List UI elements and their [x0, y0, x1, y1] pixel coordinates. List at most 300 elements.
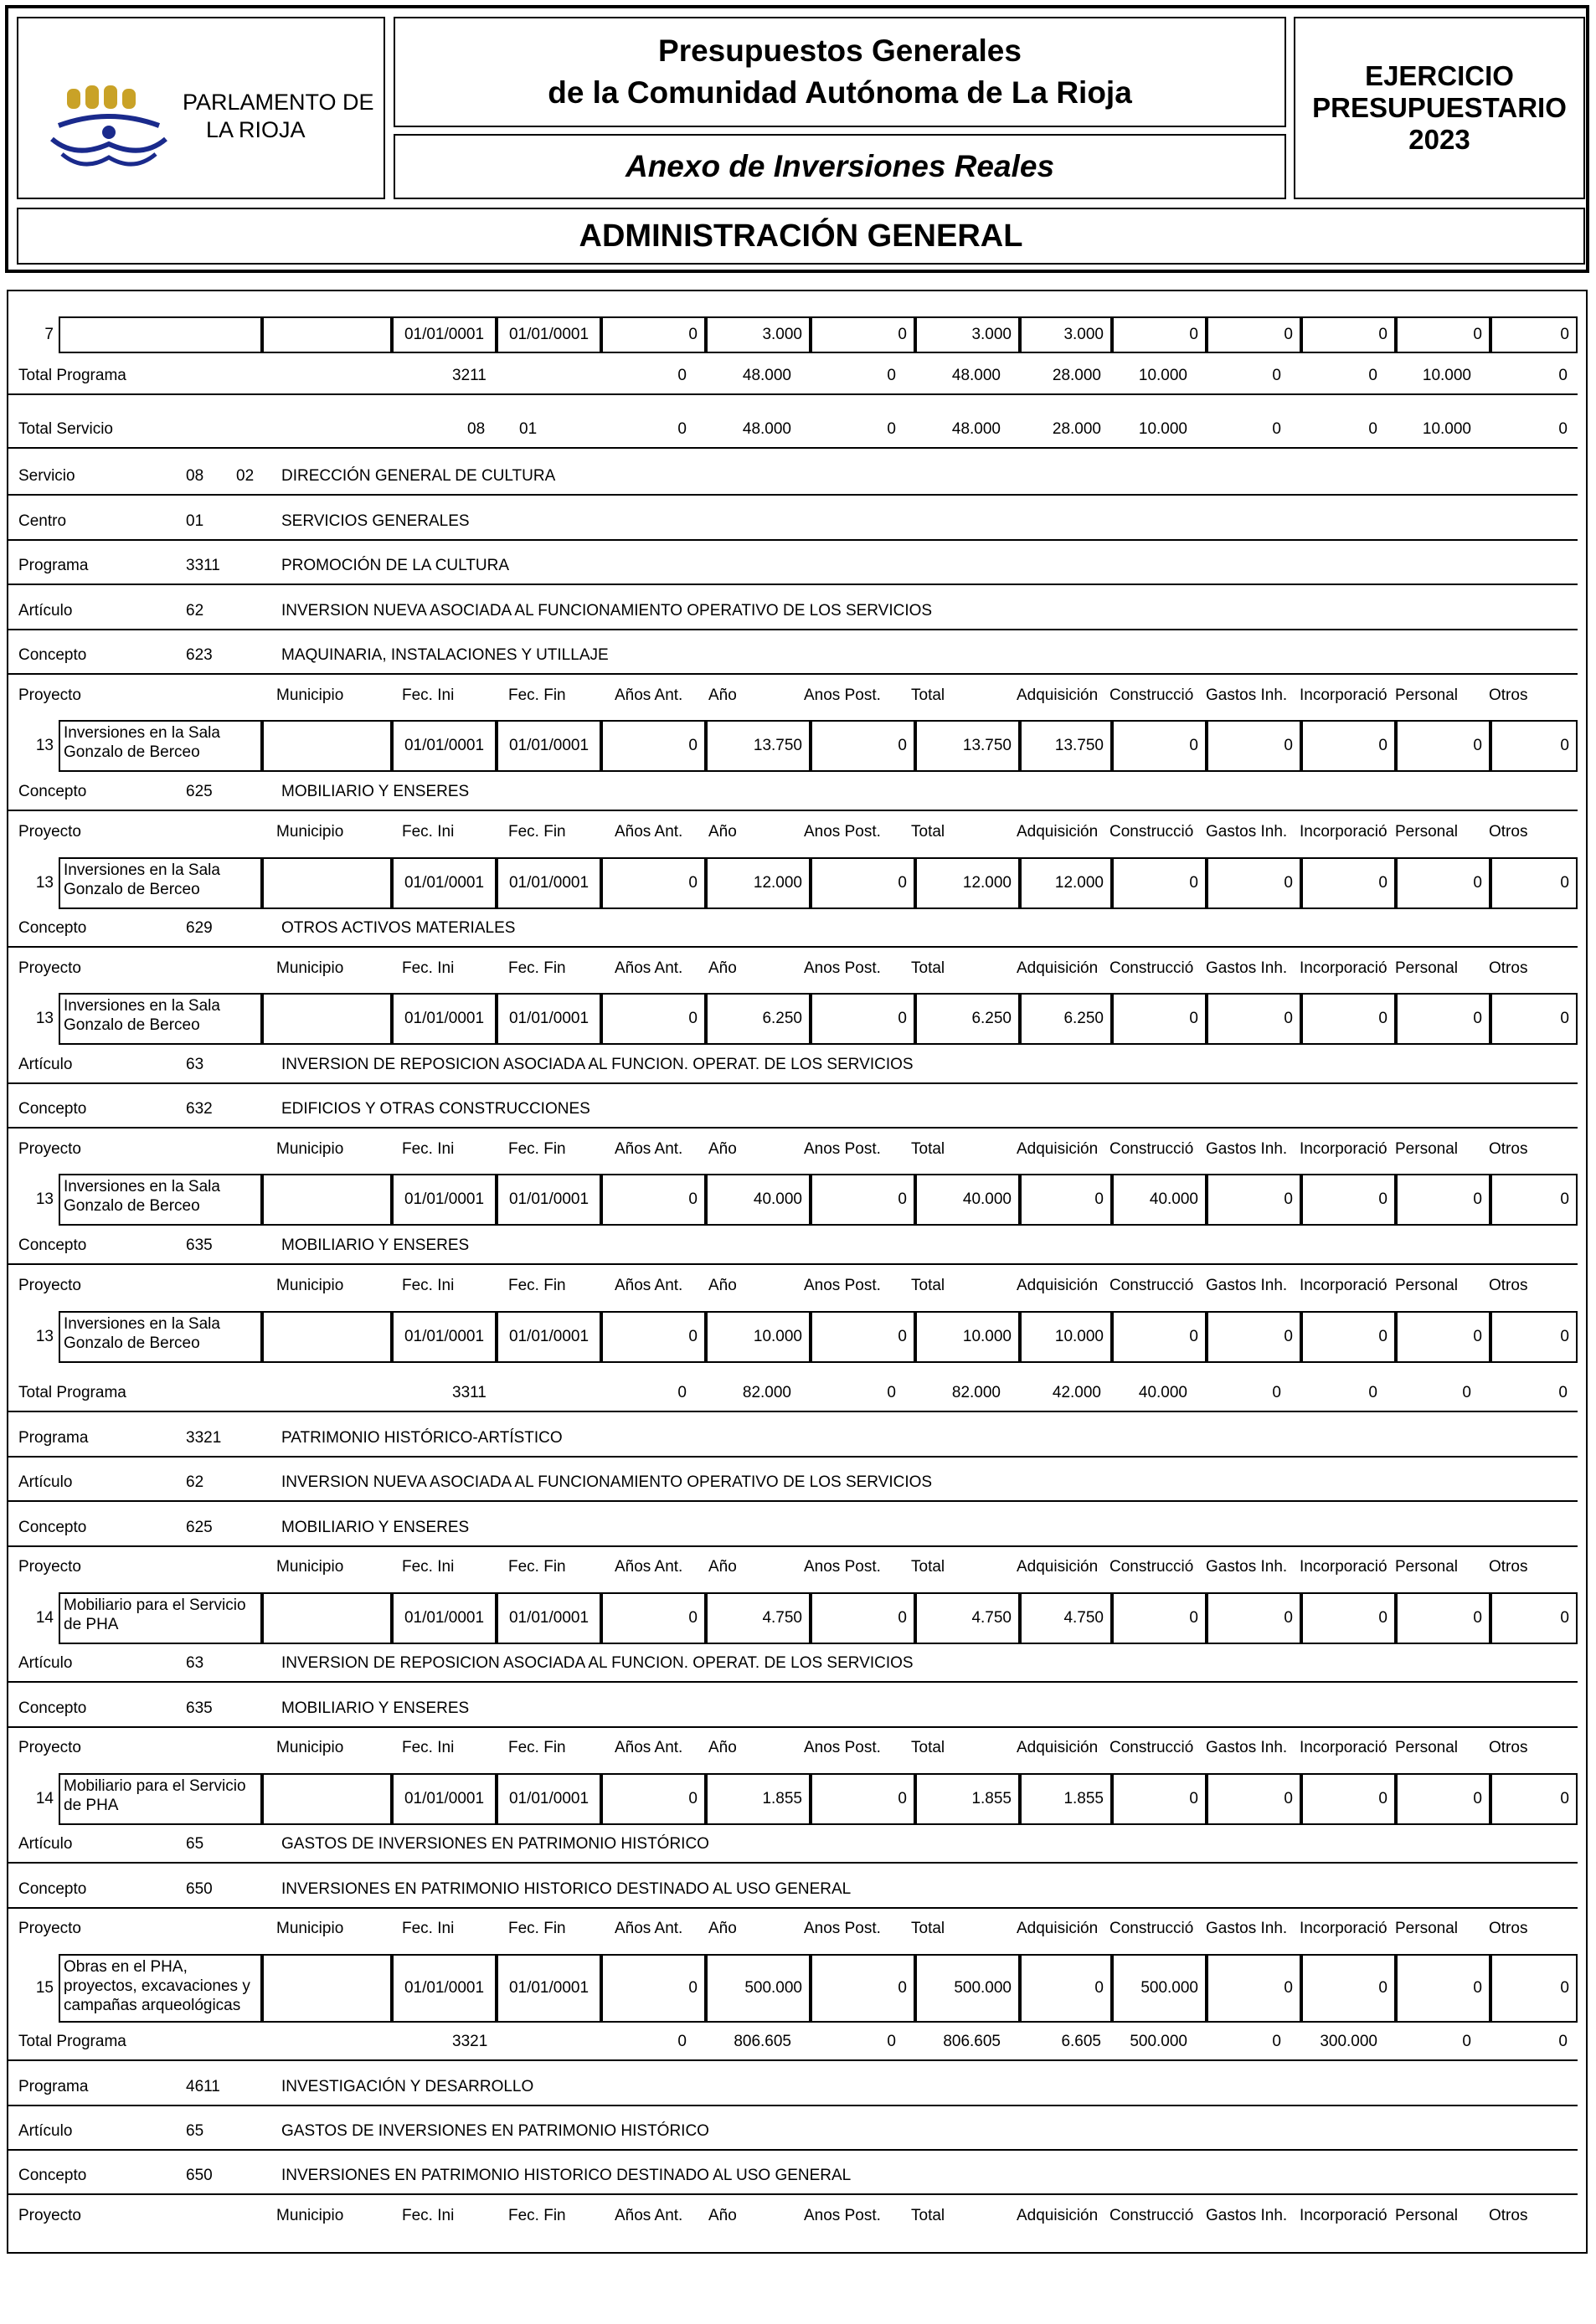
project-description-cell [59, 1954, 262, 2023]
date-fin-cell [497, 1592, 601, 1644]
value-cell-5 [1112, 857, 1207, 909]
column-header-4: Años Ant. [615, 1558, 683, 1576]
date-ini: 01/01/0001 [404, 1190, 485, 1208]
column-header-1: Municipio [276, 823, 344, 841]
column-header-0: Proyecto [18, 1558, 81, 1576]
total-row [8, 414, 1578, 439]
column-header-8: Adquisición [1017, 2207, 1099, 2224]
value-cell-3 [915, 993, 1020, 1045]
undefined [8, 913, 1578, 938]
value-cell-0 [601, 1773, 706, 1825]
total-value-0: 0 [677, 1384, 687, 1401]
column-header-6: Anos Post. [804, 1140, 881, 1158]
column-header-10: Gastos Inh. [1206, 1558, 1288, 1576]
parliament-logo-box [17, 17, 385, 199]
column-header-8: Adquisición [1017, 1558, 1099, 1576]
date-ini-cell [392, 720, 497, 772]
column-header-10: Gastos Inh. [1206, 686, 1288, 704]
description-line: campañas arqueológicas [64, 1997, 241, 2014]
value-2: 0 [898, 1010, 907, 1027]
row-code: 4611 [186, 2078, 220, 2095]
total-value-2: 0 [887, 367, 896, 384]
value-cell-1 [706, 1773, 811, 1825]
value-2: 0 [898, 1190, 907, 1208]
column-header-1: Municipio [276, 686, 344, 704]
column-header-7: Total [911, 686, 945, 704]
value-7: 0 [1378, 326, 1387, 343]
column-header-2: Fec. Ini [402, 1140, 455, 1158]
value-7: 0 [1378, 1790, 1387, 1807]
value-3: 10.000 [962, 1328, 1012, 1345]
value-cell-0 [601, 1954, 706, 2023]
column-header-0: Proyecto [18, 2207, 81, 2224]
column-header-1: Municipio [276, 1739, 344, 1756]
column-header-8: Adquisición [1017, 1920, 1099, 1937]
total-value-8: 0 [1462, 1384, 1471, 1401]
column-header-row [8, 1270, 1578, 1295]
code-2: 02 [236, 467, 255, 485]
row-divider [8, 539, 1578, 541]
value-cell-5 [1112, 1592, 1207, 1644]
column-header-2: Fec. Ini [402, 1277, 455, 1294]
column-header-9: Construcció [1109, 1277, 1194, 1294]
date-fin: 01/01/0001 [508, 874, 589, 892]
total-value-6: 0 [1272, 367, 1281, 384]
code-1: 08 [186, 467, 204, 485]
row-label: Concepto [18, 919, 87, 937]
row-description: OTROS ACTIVOS MATERIALES [281, 919, 516, 937]
column-header-8: Adquisición [1017, 1277, 1099, 1294]
column-header-1: Municipio [276, 959, 344, 977]
value-cell-8 [1396, 1311, 1490, 1363]
value-7: 0 [1378, 1328, 1387, 1345]
column-header-12: Personal [1395, 1277, 1458, 1294]
value-cell-6 [1207, 720, 1301, 772]
municipio-cell [262, 1311, 392, 1363]
value-4: 3.000 [1063, 326, 1104, 343]
project-description-cell [59, 1773, 262, 1825]
column-header-13: Otros [1489, 1277, 1528, 1294]
row-description: INVERSIONES EN PATRIMONIO HISTORICO DESTINADO AL USO GENERAL [281, 2167, 852, 2184]
description-line: Inversiones en la Sala [64, 1315, 220, 1333]
value-cell-3 [915, 1773, 1020, 1825]
project-description [64, 1957, 250, 2015]
value-cell-5 [1112, 993, 1207, 1045]
row-description: MOBILIARIO Y ENSERES [281, 1237, 470, 1254]
row-code: 650 [186, 1880, 213, 1898]
value-8: 0 [1473, 1010, 1482, 1027]
column-header-7: Total [911, 823, 945, 841]
column-header-4: Años Ant. [615, 1739, 683, 1756]
row-description: INVERSION NUEVA ASOCIADA AL FUNCIONAMIENTO OPERATIVO DE LOS SERVICIOS [281, 1473, 933, 1491]
municipio-cell [262, 1773, 392, 1825]
description-line: Inversiones en la Sala [64, 724, 220, 742]
value-0: 0 [688, 1790, 698, 1807]
value-cell-0 [601, 1174, 706, 1226]
total-value-7: 300.000 [1320, 2033, 1377, 2050]
value-cell-7 [1301, 316, 1396, 353]
column-header-6: Anos Post. [804, 2207, 881, 2224]
column-header-4: Años Ant. [615, 1920, 683, 1937]
value-3: 1.855 [971, 1790, 1012, 1807]
total-label: Total Programa [18, 1384, 126, 1401]
row-divider [8, 1263, 1578, 1265]
date-ini: 01/01/0001 [404, 737, 485, 754]
project-number: 13 [35, 1010, 54, 1027]
year-line-3: 2023 [1408, 124, 1470, 155]
description-line: Inversiones en la Sala [64, 997, 220, 1015]
value-cell-5 [1112, 1311, 1207, 1363]
column-header-12: Personal [1395, 686, 1458, 704]
column-header-4: Años Ant. [615, 959, 683, 977]
column-header-1: Municipio [276, 1558, 344, 1576]
column-header-3: Fec. Fin [508, 959, 566, 977]
value-cell-9 [1490, 857, 1578, 909]
total-value-7: 0 [1368, 1384, 1377, 1401]
date-fin: 01/01/0001 [508, 1979, 589, 1997]
value-8: 0 [1473, 326, 1482, 343]
row-label: Artículo [18, 2122, 73, 2140]
value-cell-2 [811, 316, 915, 353]
value-cell-2 [811, 1773, 915, 1825]
total-label: Total Servicio [18, 420, 113, 438]
municipio-cell [262, 993, 392, 1045]
value-cell-3 [915, 1954, 1020, 2023]
total-value-3: 48.000 [951, 420, 1001, 438]
value-cell-8 [1396, 316, 1490, 353]
row-divider [8, 1127, 1578, 1129]
total-value-0: 0 [677, 367, 687, 384]
date-ini: 01/01/0001 [404, 1979, 485, 1997]
column-header-0: Proyecto [18, 823, 81, 841]
year-line-2: PRESUPUESTARIO [1312, 92, 1567, 123]
row-divider [8, 447, 1578, 449]
column-header-0: Proyecto [18, 959, 81, 977]
project-number: 14 [35, 1609, 54, 1627]
municipio-cell [262, 316, 392, 353]
total-value-5: 10.000 [1138, 367, 1187, 384]
value-3: 6.250 [971, 1010, 1012, 1027]
column-header-1: Municipio [276, 1277, 344, 1294]
project-description [64, 723, 220, 762]
value-cell-0 [601, 1311, 706, 1363]
project-number: 15 [35, 1979, 54, 1997]
date-ini-cell [392, 857, 497, 909]
row-code: 632 [186, 1100, 213, 1118]
row-code: 629 [186, 919, 213, 937]
row-divider [8, 393, 1578, 395]
date-fin-cell [497, 1311, 601, 1363]
row-description: MOBILIARIO Y ENSERES [281, 1699, 470, 1717]
project-description-cell [59, 857, 262, 909]
value-3: 3.000 [971, 326, 1012, 343]
value-cell-0 [601, 857, 706, 909]
column-header-9: Construcció [1109, 1140, 1194, 1158]
column-header-12: Personal [1395, 959, 1458, 977]
column-header-2: Fec. Ini [402, 686, 455, 704]
total-code: 3311 [452, 1384, 487, 1401]
row-divider [8, 810, 1578, 811]
column-header-8: Adquisición [1017, 959, 1099, 977]
value-cell-3 [915, 1311, 1020, 1363]
value-9: 0 [1560, 874, 1569, 892]
value-7: 0 [1378, 1190, 1387, 1208]
row-divider [8, 2105, 1578, 2106]
column-header-2: Fec. Ini [402, 1920, 455, 1937]
column-header-11: Incorporació [1300, 1277, 1387, 1294]
column-header-0: Proyecto [18, 686, 81, 704]
total-value-5: 40.000 [1138, 1384, 1187, 1401]
date-fin-cell [497, 857, 601, 909]
value-cell-9 [1490, 993, 1578, 1045]
date-ini: 01/01/0001 [404, 326, 485, 343]
column-header-8: Adquisición [1017, 686, 1099, 704]
project-number: 13 [35, 1328, 54, 1345]
value-cell-4 [1020, 1954, 1112, 2023]
column-header-2: Fec. Ini [402, 823, 455, 841]
value-0: 0 [688, 737, 698, 754]
value-cell-3 [915, 720, 1020, 772]
total-value-6: 0 [1272, 1384, 1281, 1401]
description-line: de PHA [64, 1616, 119, 1633]
value-7: 0 [1378, 1609, 1387, 1627]
date-fin: 01/01/0001 [508, 1328, 589, 1345]
total-value-4: 42.000 [1052, 1384, 1101, 1401]
row-code: 635 [186, 1699, 213, 1717]
column-header-11: Incorporació [1300, 1140, 1387, 1158]
value-cell-9 [1490, 720, 1578, 772]
value-cell-4 [1020, 1311, 1112, 1363]
total-value-6: 0 [1272, 2033, 1281, 2050]
column-header-3: Fec. Fin [508, 1739, 566, 1756]
description-line: Gonzalo de Berceo [64, 1016, 200, 1034]
description-line: Inversiones en la Sala [64, 1178, 220, 1195]
total-row [8, 2026, 1578, 2051]
column-header-3: Fec. Fin [508, 1277, 566, 1294]
row-divider [8, 946, 1578, 948]
value-cell-7 [1301, 993, 1396, 1045]
date-ini: 01/01/0001 [404, 874, 485, 892]
value-cell-5 [1112, 1174, 1207, 1226]
description-line: Inversiones en la Sala [64, 861, 220, 879]
total-value-0: 0 [677, 2033, 687, 2050]
value-5: 0 [1189, 326, 1198, 343]
value-3: 500.000 [954, 1979, 1012, 1997]
column-header-11: Incorporació [1300, 959, 1387, 977]
value-cell-6 [1207, 1773, 1301, 1825]
row-divider [8, 1456, 1578, 1458]
row-code: 3311 [186, 557, 220, 574]
value-cell-1 [706, 720, 811, 772]
value-2: 0 [898, 1328, 907, 1345]
column-header-7: Total [911, 1277, 945, 1294]
column-header-0: Proyecto [18, 1920, 81, 1937]
value-cell-7 [1301, 1311, 1396, 1363]
column-header-5: Año [708, 2207, 737, 2224]
project-number: 14 [35, 1790, 54, 1807]
undefined [8, 1512, 1578, 1537]
description-line: Gonzalo de Berceo [64, 881, 200, 898]
column-header-3: Fec. Fin [508, 1920, 566, 1937]
project-description [64, 1596, 246, 1634]
project-description-cell [59, 720, 262, 772]
value-cell-8 [1396, 1592, 1490, 1644]
row-divider [8, 673, 1578, 675]
column-header-9: Construcció [1109, 959, 1194, 977]
row-code: 625 [186, 783, 213, 800]
column-header-8: Adquisición [1017, 1739, 1099, 1756]
row-label: Servicio [18, 467, 75, 485]
column-header-9: Construcció [1109, 823, 1194, 841]
row-description: INVERSIONES EN PATRIMONIO HISTORICO DESTINADO AL USO GENERAL [281, 1880, 852, 1898]
column-header-9: Construcció [1109, 686, 1194, 704]
project-description [64, 996, 220, 1035]
value-cell-5 [1112, 1954, 1207, 2023]
value-9: 0 [1560, 1010, 1569, 1027]
value-cell-1 [706, 1311, 811, 1363]
value-cell-4 [1020, 993, 1112, 1045]
value-4: 4.750 [1063, 1609, 1104, 1627]
column-header-2: Fec. Ini [402, 2207, 455, 2224]
total-value-8: 10.000 [1422, 367, 1471, 384]
row-description: MOBILIARIO Y ENSERES [281, 783, 470, 800]
column-header-13: Otros [1489, 823, 1528, 841]
column-header-1: Municipio [276, 2207, 344, 2224]
column-header-9: Construcció [1109, 1920, 1194, 1937]
column-header-8: Adquisición [1017, 823, 1099, 841]
value-1: 500.000 [744, 1979, 802, 1997]
parliament-crown-logo-icon [50, 82, 167, 181]
undefined [8, 2071, 1578, 2096]
row-code: 625 [186, 1519, 213, 1536]
column-header-9: Construcció [1109, 1739, 1194, 1756]
row-label: Concepto [18, 1699, 87, 1717]
value-cell-3 [915, 1174, 1020, 1226]
value-6: 0 [1284, 874, 1293, 892]
municipio-cell [262, 1592, 392, 1644]
value-5: 40.000 [1149, 1190, 1198, 1208]
value-5: 0 [1189, 1328, 1198, 1345]
row-description: INVESTIGACIÓN Y DESARROLLO [281, 2078, 534, 2095]
value-7: 0 [1378, 874, 1387, 892]
value-cell-7 [1301, 1174, 1396, 1226]
column-header-13: Otros [1489, 1558, 1528, 1576]
row-divider [8, 1411, 1578, 1412]
column-header-4: Años Ant. [615, 1277, 683, 1294]
column-header-3: Fec. Fin [508, 1140, 566, 1158]
value-4: 6.250 [1063, 1010, 1104, 1027]
column-header-8: Adquisición [1017, 1140, 1099, 1158]
undefined [8, 1422, 1578, 1447]
total-label: Total Programa [18, 2033, 126, 2050]
value-cell-8 [1396, 1954, 1490, 2023]
value-6: 0 [1284, 1979, 1293, 1997]
row-label: Programa [18, 557, 89, 574]
column-header-10: Gastos Inh. [1206, 2207, 1288, 2224]
total-code: 3321 [452, 2033, 488, 2050]
undefined [8, 1230, 1578, 1255]
undefined [8, 1874, 1578, 1899]
value-6: 0 [1284, 737, 1293, 754]
column-header-6: Anos Post. [804, 823, 881, 841]
column-header-6: Anos Post. [804, 1558, 881, 1576]
column-header-7: Total [911, 959, 945, 977]
column-header-row [8, 1913, 1578, 1938]
column-header-5: Año [708, 1140, 737, 1158]
column-header-11: Incorporació [1300, 1558, 1387, 1576]
value-4: 0 [1094, 1979, 1104, 1997]
row-divider [8, 584, 1578, 585]
column-header-3: Fec. Fin [508, 1558, 566, 1576]
row-label: Concepto [18, 646, 87, 664]
value-cell-9 [1490, 1311, 1578, 1363]
undefined [8, 506, 1578, 531]
value-cell-2 [811, 857, 915, 909]
value-6: 0 [1284, 326, 1293, 343]
value-6: 0 [1284, 1010, 1293, 1027]
row-code: 62 [186, 1473, 204, 1491]
column-header-4: Años Ant. [615, 2207, 683, 2224]
total-value-1: 48.000 [742, 420, 791, 438]
annex-title: Anexo de Inversiones Reales [625, 149, 1055, 183]
title-line-2: de la Comunidad Autónoma de La Rioja [548, 75, 1132, 110]
value-2: 0 [898, 874, 907, 892]
column-header-7: Total [911, 1920, 945, 1937]
column-header-row [8, 816, 1578, 841]
date-ini: 01/01/0001 [404, 1609, 485, 1627]
column-header-13: Otros [1489, 686, 1528, 704]
date-ini-cell [392, 1773, 497, 1825]
row-label: Artículo [18, 602, 73, 620]
value-8: 0 [1473, 737, 1482, 754]
description-line: Mobiliario para el Servicio [64, 1596, 246, 1614]
municipio-cell [262, 1174, 392, 1226]
date-fin-cell [497, 720, 601, 772]
date-fin: 01/01/0001 [508, 1790, 589, 1807]
column-header-2: Fec. Ini [402, 959, 455, 977]
row-label: Programa [18, 2078, 89, 2095]
value-cell-4 [1020, 720, 1112, 772]
description-line: Mobiliario para el Servicio [64, 1777, 246, 1795]
value-cell-2 [811, 993, 915, 1045]
value-cell-2 [811, 1592, 915, 1644]
column-header-4: Años Ant. [615, 823, 683, 841]
row-code: 3321 [186, 1429, 222, 1447]
year-line-1: EJERCICIO [1365, 60, 1514, 91]
row-divider [8, 1726, 1578, 1728]
project-number: 13 [35, 874, 54, 892]
description-line: Gonzalo de Berceo [64, 1334, 200, 1352]
total-value-7: 0 [1368, 420, 1377, 438]
project-description [64, 861, 220, 899]
column-header-11: Incorporació [1300, 823, 1387, 841]
column-header-1: Municipio [276, 1920, 344, 1937]
column-header-7: Total [911, 2207, 945, 2224]
undefined [8, 2160, 1578, 2185]
value-1: 3.000 [762, 326, 802, 343]
value-cell-6 [1207, 316, 1301, 353]
total-code: 3211 [452, 367, 487, 384]
value-cell-1 [706, 316, 811, 353]
date-fin: 01/01/0001 [508, 326, 589, 343]
value-8: 0 [1473, 1328, 1482, 1345]
date-ini-cell [392, 993, 497, 1045]
value-8: 0 [1473, 874, 1482, 892]
value-cell-5 [1112, 720, 1207, 772]
project-description-cell [59, 1174, 262, 1226]
org-line-2: LA RIOJA [206, 117, 306, 142]
row-description: EDIFICIOS Y OTRAS CONSTRUCCIONES [281, 1100, 590, 1118]
